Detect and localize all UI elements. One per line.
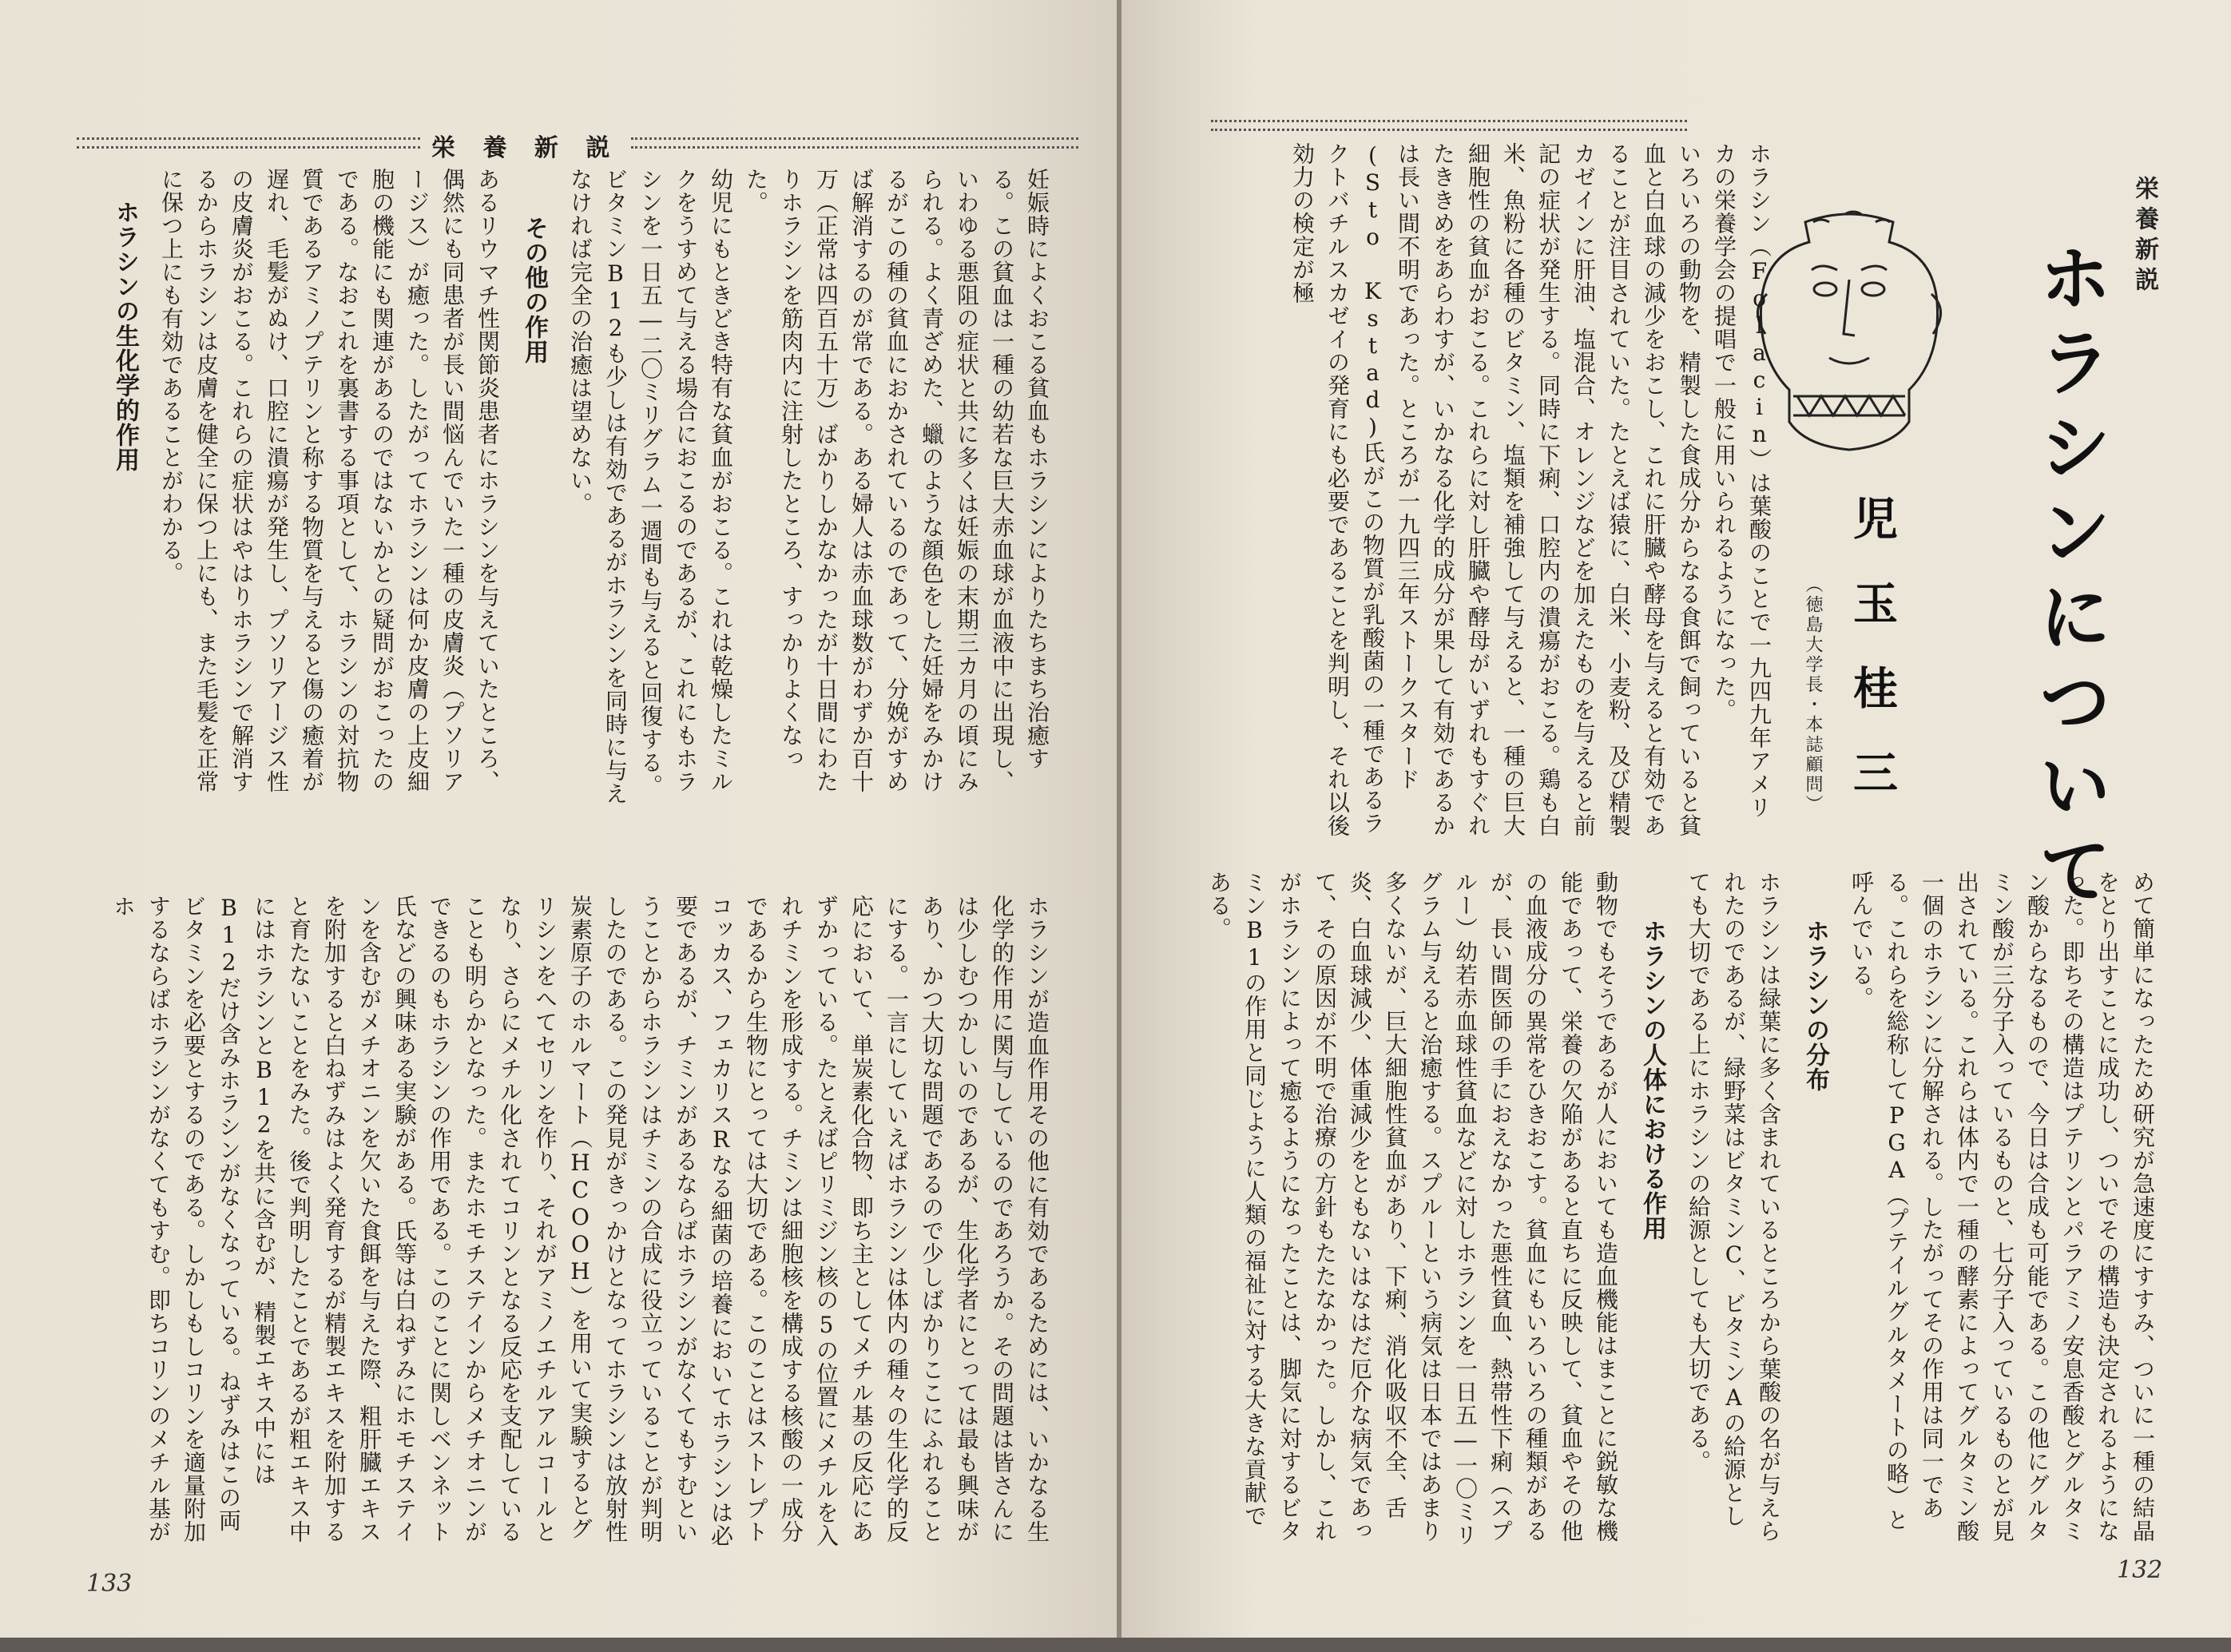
paragraph: ホラシン（Folacin）は葉酸のことで一九四九年アメリカの栄養学会の提唱で一般に用いられるようになった。 [1711,142,1772,819]
running-header: 栄 養 新 説 [431,134,620,162]
series-kicker: 栄養新説 [2130,176,2158,297]
author-name: 児玉桂三 [1846,495,1899,834]
paragraph: 動物でもそうであるが人においても造血機能はまことに鋭敏な機能であって、栄養の欠陥があると直ちに反映して、貧血やその他の血液成分の異常をひきおこす。貧血にもいろいろの種類があるが、長い間医師の手におえなかった悪性貧血、熱帯性下痢（スプルー）幼若赤血球性貧血などに対しホラシンを一日五―一〇ミリグラム与えると治癒する。スプルーという病気は日本ではあまり多くないが、巨大細胞性貧血があり、下痢、消化吸収不全、舌炎、白血球減少、体重減少をともないはなはだ厄介な病気であって、その原因が不明で治療の方針もたたなかった。しかし、これがホラシンによって癒るようになったことは、脚気に対するビタミンB1の作用と同じように人類の福祉に対する大きな貢献である。 [1206,871,1619,1547]
page-number: 133 [86,1570,133,1598]
section-heading-biochem: ホラシンの生化学的作用 [111,200,139,472]
paragraph: 幼児にもときどき特有な貧血がおこる。これは乾燥したミルクをうすめて与える場合におこるのであるが、これにもホラシンを一日五―二〇ミリグラム一週間も与えると回復する。ビタミンB12も少しは有効であるがホラシンを同時に与えなければ完全の治癒は望めない。 [567,168,734,805]
header-rule-right [631,137,1078,149]
author-affiliation: （徳島大学長・本誌顧問） [1803,575,1823,815]
left-top-text [64,168,1054,807]
article-title: ホラシンについて [2027,240,2112,917]
page-number: 132 [2117,1556,2163,1584]
right-top-text [1201,142,1776,837]
section-heading-action: ホラシンの人体における作用 [1638,919,1666,1241]
header-rule-left [77,137,420,149]
header-rule [1211,120,1687,131]
paragraph: めて簡単になったため研究が急速度にすすみ、ついに一種の結晶をとり出すことに成功し、ついでその構造も決定されるようになった。即ちその構造はプテリンとパラアミノ安息香酸とグルタミン酸からなるもので、今日は合成も可能である。この他にグルタミン酸が三分子入っているものと、七分子入っているものとが見出されている。これらは体内で一種の酵素によってグルタミン酸一個のホラシンに分解される。したがってその作用は同一である。これらを総称してPGA（プテイルグルタメートの略）と呼んでいる。 [1848,871,2156,1543]
right-page [1121,0,2231,1638]
paragraph: ホラシンは緑葉に多く含まれているところから葉酸の名が与えられたのであるが、緑野菜はビタミンC、ビタミンAの給源としても大切である上にホラシンの給源としても大切である。 [1685,871,1782,1543]
left-page [0,0,1118,1638]
paragraph: あるリウマチ性関節炎患者にホラシンを与えていたところ、偶然にも同患者が長い間悩んでいた一種の皮膚炎（プソリアージス）が癒った。したがってホラシンは何か皮膚の上皮細胞の機能にも関連があるのではないかとの疑問がおこったのである。なおこれを裏書する事項として、ホラシンの対抗物質であるアミノプテリンと称する物質を与えると傷の癒着が遅れ、毛髪がぬけ、口腔に潰瘍が発生し、プソリアージス性の皮膚炎がおこる。これらの症状はやはりホラシンで解消するからホラシンは皮膚を健全に保つ上にも、また毛髪を正常に保つ上にも有効であることがわかる。 [158,168,501,793]
paragraph: 妊娠時によくおこる貧血もホラシンによりたちまち治癒する。この貧血は一種の幼若な巨大赤血球が血液中に出現し、いわゆる悪阻の症状と共に多くは妊娠の末期三カ月の頃にみられる。よく青ざめた、蠟のような顔色をした妊婦をみかけるがこの種の貧血におかされているのであって、分娩がすめば解消するのが常である。ある婦人は赤血球数がわずか百十万（正常は四百五十万）ばかりしかなかったが十日間にわたりホラシンを筋肉内に注射したところ、すっかりよくなった。 [743,168,1050,793]
paragraph: ホラシンが造血作用その他に有効であるためには、いかなる生化学的作用に関与しているのであろうか。その問題は皆さんには少しむつかしいのであるが、生化学者にとっては最も興味があり、かつ大切な問題であるので少しばかりここにふれることにする。一言にしていえばホラシンは体内の種々の生化学的反応において、単炭素化合物、即ち主としてメチル基の反応にあずかっている。たとえばピリミジン核の5の位置にメチルを入れチミンを形成する。チミンは細胞核を構成する核酸の一成分であるから生物にとっては大切である。このことはストレプトコッカス、フェカリスRなる細菌の培養においてホラシンは必要であるが、チミンがあるならばホラシンがなくてもすむということからホラシンはチミンの合成に役立っていることが判明したのである。この発見がきっかけとなってホラシンは放射性炭素原子のホルマート（HCOOH）を用いて実験するとグリシンをへてセリンを作り、それがアミノエチルアルコールとなり、さらにメチル化されてコリンとなる反応を支配していることも明らかとなった。またホモチステインからメチオニンができるのもホラシンの作用である。このことに関しベンネット氏などの興味ある実験がある。氏等は白ねずみにホモチステインを含むがメチオニンを欠いた食餌を与えた際、粗肝臓エキスを附加すると白ねずみはよく発育するが精製エキスを附加すると育たないことをみた。後で判明したことであるが粗エキス中にはホラシンとB12を共に含むが、精製エキス中にはB12だけ含みホラシンがなくなっている。ねずみはこの両ビタミンを必要とするのである。しかしもしコリンを適量附加するならばホラシンがなくてもすむ。即ちコリンのメチル基がホ [110,895,1050,1547]
section-heading-distribution: ホラシンの分布 [1801,919,1829,1092]
section-heading-other: その他の作用 [520,216,548,364]
right-bottom-text [1185,871,2160,1550]
vase-face-illustration [1749,206,1949,470]
left-bottom-text [64,895,1054,1550]
paragraph: いろいろの動物を、精製した食成分からなる食餌で飼っていると貧血と白血球の減少をおこし、これに肝臓や酵母を与えると有効であることが注目されていた。たとえば猿に、白米、小麦粉、及び精製カゼインに肝油、塩混合、オレンジなどを加えたものを与えると前記の症状が発生する。同時に下痢、口腔内の潰瘍がおこる。鶏も白米、魚粉に各種のビタミン、塩類を補強して与えると、一種の巨大細胞性の貧血がおこる。これらに対し肝臓や酵母がいずれもすぐれたききめをあらわすが、いかなる化学的成分が果して有効であるかは長い間不明であった。ところが一九四三年ストークスタード(Sto Kstad)氏がこの物質が乳酸菌の一種であるラクトバチルスカゼイの発育にも必要であることを判明し、それ以後効力の検定が極 [1289,142,1702,837]
